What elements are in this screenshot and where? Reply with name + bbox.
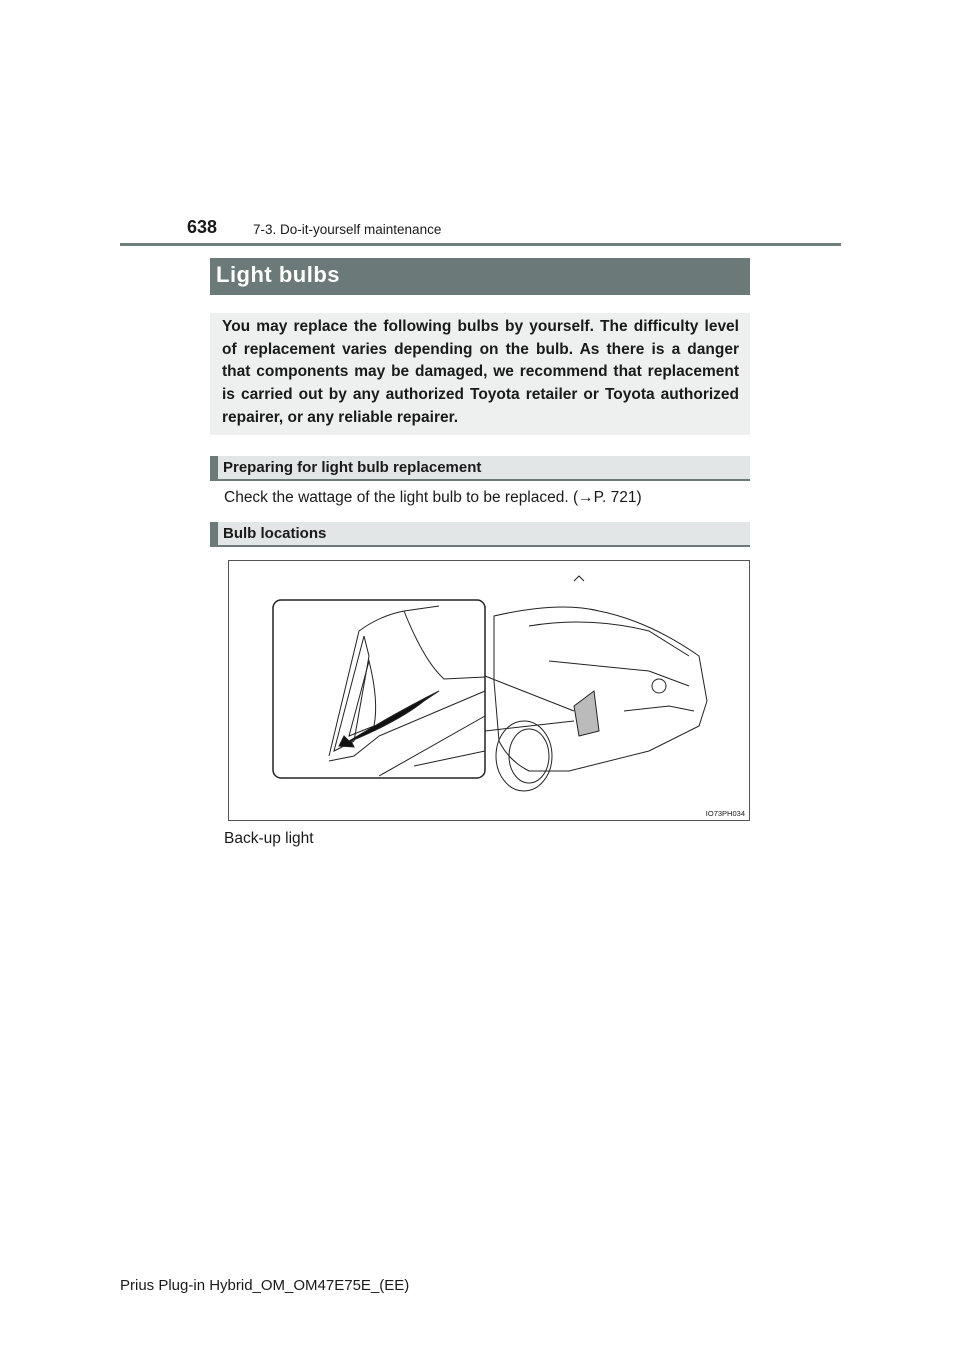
detail-inset <box>273 600 485 778</box>
intro-box <box>210 313 750 435</box>
section-breadcrumb: 7-3. Do-it-yourself maintenance <box>253 222 442 237</box>
figure-code: IO73PH034 <box>705 809 745 818</box>
subheading-preparing <box>210 456 750 481</box>
page-number: 638 <box>187 217 218 237</box>
car-rear-illustration <box>229 561 749 820</box>
page-title-bar <box>210 258 750 295</box>
page-footer: Prius Plug-in Hybrid_OM_OM47E75E_(EE) <box>120 1277 410 1294</box>
bulb-location-figure <box>228 560 750 821</box>
figure-caption: Back-up light <box>224 830 314 847</box>
subheading-text: Preparing for light bulb replacement <box>223 459 482 476</box>
header-divider <box>120 243 841 246</box>
intro-text: You may replace the following bulbs by yourself. The difficulty level of replacement varies depending on the bulb. As there is a danger that components may be damaged, we recommend that replacement is carried out by any authorized Toyota retailer or Toyota authorized repairer, or any reliable repairer. <box>222 318 739 426</box>
page-title: Light bulbs <box>216 262 341 287</box>
subheading-bulb-locations <box>210 522 750 547</box>
body-text: Check the wattage of the light bulb to be replaced. (→P. 721) <box>224 489 642 506</box>
subheading-text: Bulb locations <box>223 525 327 542</box>
